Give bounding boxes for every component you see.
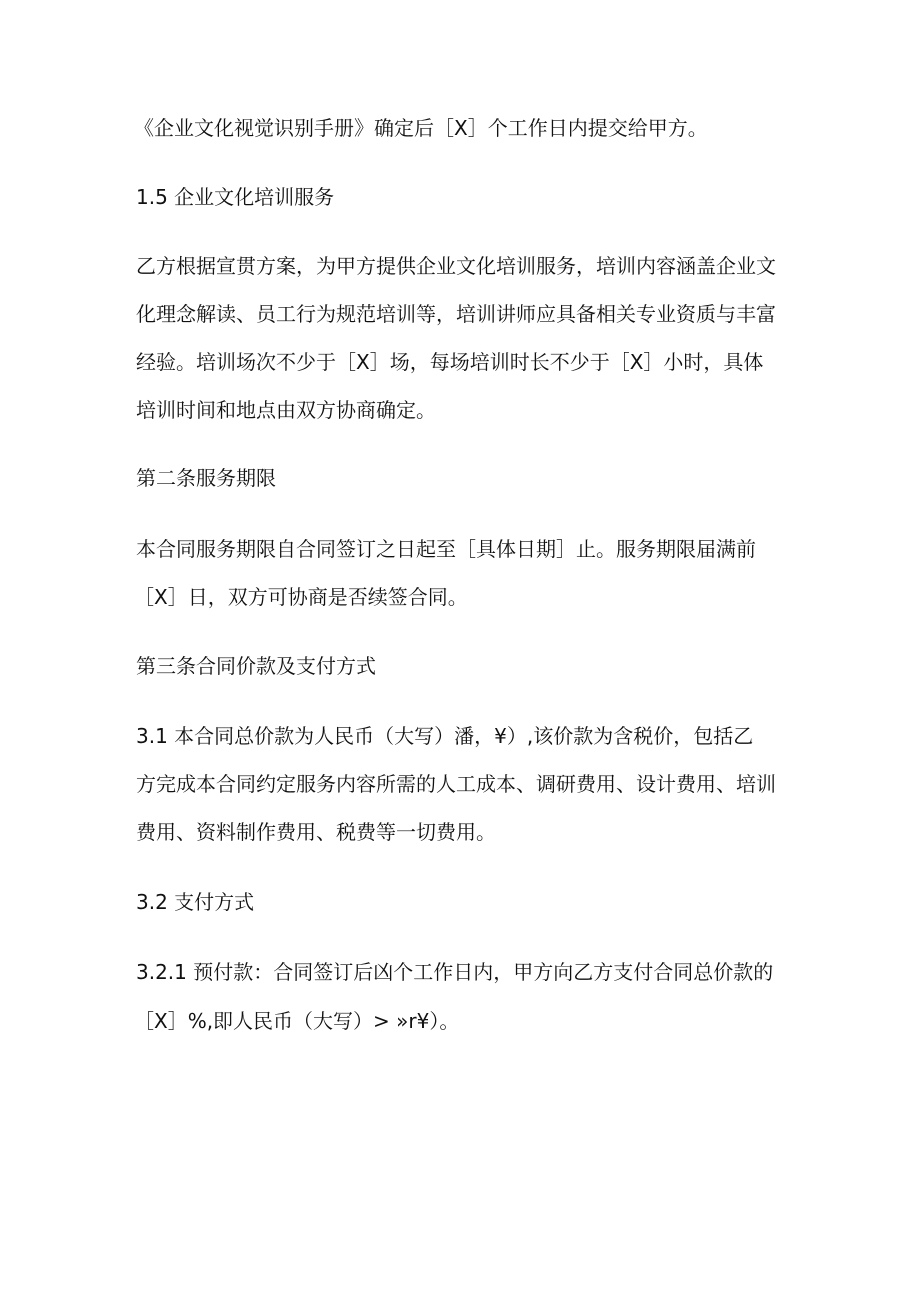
- paragraph-training-line-1: 乙方根据宣贯方案，为甲方提供企业文化培训服务，培训内容涵盖企业文: [136, 254, 776, 278]
- article-heading-price-payment: 第三条合同价款及支付方式: [136, 654, 376, 678]
- paragraph-training-line-2: 化理念解读、员工行为规范培训等，培训讲师应具备相关专业资质与丰富: [136, 302, 776, 326]
- paragraph-handbook-deadline: 《企业文化视觉识别手册》确定后［X］个工作日内提交给甲方。: [134, 116, 708, 140]
- paragraph-service-term-line-2: ［X］日，双方可协商是否续签合同。: [134, 585, 468, 609]
- article-heading-service-term: 第二条服务期限: [136, 466, 276, 490]
- paragraph-3-1-line-1: 3.1 本合同总价款为人民币（大写）潘，¥）,该价款为含税价，包括乙: [136, 724, 754, 748]
- paragraph-training-line-3: 经验。培训场次不少于［X］场，每场培训时长不少于［X］小时，具体: [136, 350, 764, 374]
- paragraph-3-1-line-3: 费用、资料制作费用、税费等一切费用。: [136, 820, 496, 844]
- paragraph-3-2-1-line-2: ［X］%,即人民币（大写）> »r¥）。: [134, 1009, 460, 1033]
- paragraph-training-line-4: 培训时间和地点由双方协商确定。: [136, 398, 436, 422]
- paragraph-service-term-line-1: 本合同服务期限自合同签订之日起至［具体日期］止。服务期限届满前: [136, 537, 756, 561]
- paragraph-3-2-1-line-1: 3.2.1 预付款：合同签订后凶个工作日内，甲方向乙方支付合同总价款的: [136, 960, 774, 984]
- section-heading-3-2: 3.2 支付方式: [136, 890, 255, 914]
- paragraph-3-1-line-2: 方完成本合同约定服务内容所需的人工成本、调研费用、设计费用、培训: [136, 772, 776, 796]
- section-heading-1-5: 1.5 企业文化培训服务: [136, 185, 335, 209]
